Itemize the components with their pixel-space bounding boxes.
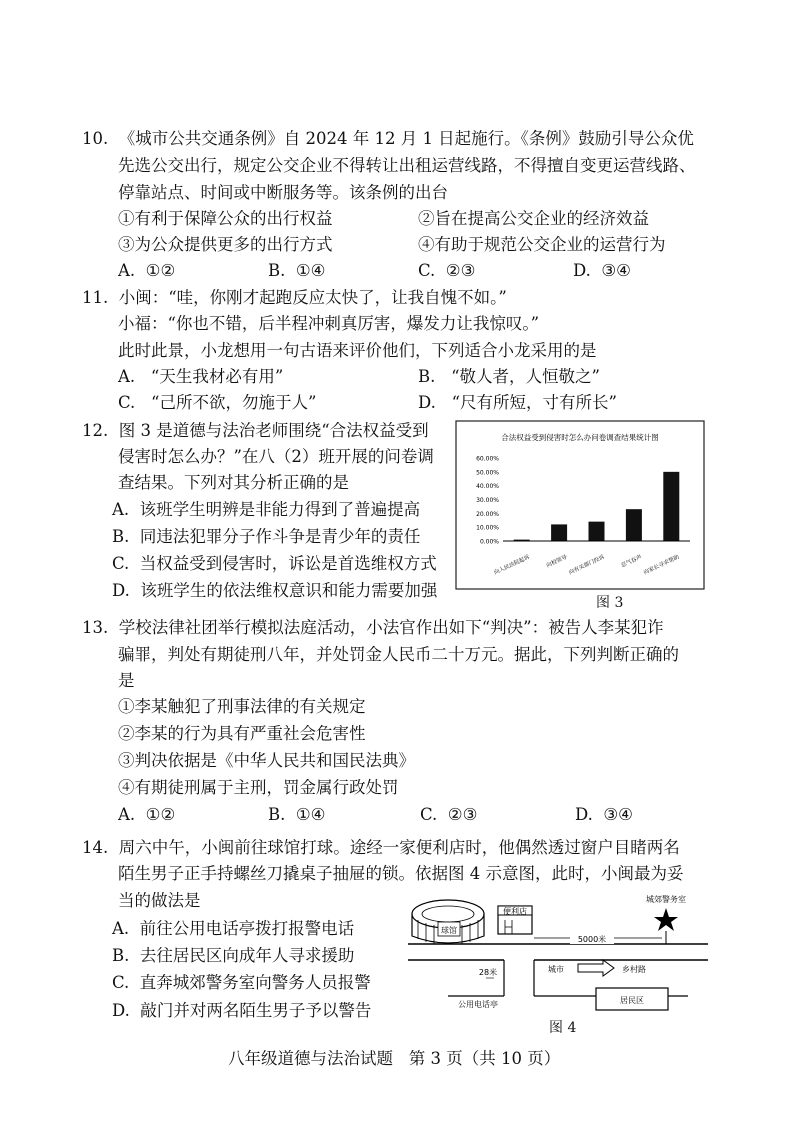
q11-option-b[interactable]: B. “敬人者，人恒敬之”: [418, 367, 600, 386]
q10-line-2: 先选公交出行，规定公交企业不得转让出租运营线路，不得擅自变更运营线路、: [118, 156, 696, 175]
q12-line-2: 侵害时怎么办？”在八（2）班开展的问卷调: [118, 447, 434, 466]
q12-option-c[interactable]: C. 当权益受到侵害时，诉讼是首选维权方式: [112, 554, 437, 573]
q12-option-a[interactable]: A. 该班学生明辨是非能力得到了普遍提高: [112, 500, 421, 519]
chart-category-label: 向校领导: [545, 554, 569, 570]
page-footer: 八年级道德与法治试题 第 3 页（共 10 页）: [228, 1049, 561, 1068]
distance-short-label: 28米: [478, 968, 498, 977]
q13-option-a[interactable]: A. ①②: [118, 805, 176, 824]
q13-line-1: 13. 学校法律社团举行模拟法庭活动，小法官作出如下“判决”：被告人李某犯诈: [82, 618, 664, 637]
chart-ytick-label: 0.00%: [479, 538, 499, 546]
q10-line-3: 停靠站点、时间或中断服务等。该条例的出台: [118, 183, 448, 202]
q11-option-d[interactable]: D. “尺有所短，寸有所长”: [418, 393, 617, 412]
chart-title: 合法权益受到侵害时怎么办问卷调查结果统计图: [501, 433, 659, 442]
q13-option-d[interactable]: D. ③④: [575, 805, 633, 824]
q13-option-c[interactable]: C. ②③: [420, 805, 478, 824]
q10-line-1: 10. 《城市公共交通条例》自 2024 年 12 月 1 日起施行。《条例》鼓励引导公众优: [82, 129, 694, 148]
chart-ytick-label: 40.00%: [476, 483, 499, 491]
chart-ytick-label: 60.00%: [476, 455, 499, 463]
q10-stmt-3: ③为公众提供更多的出行方式: [118, 235, 333, 254]
store-label: 便利店: [503, 907, 527, 916]
chart-ytick-label: 10.00%: [476, 524, 499, 532]
q10-stmt-2: ②旨在提高公交企业的经济效益: [418, 209, 649, 228]
village-road-label: 乡村路: [622, 965, 646, 974]
q10-option-a[interactable]: A. ①②: [118, 261, 176, 280]
residential-label: 居民区: [620, 996, 644, 1005]
distance-long-label: 5000米: [577, 935, 607, 944]
q13-stmt-3: ③判决依据是《中华人民共和国民法典》: [118, 751, 415, 770]
q12-line-1: 12. 图 3 是道德与法治老师围绕“合法权益受到: [82, 421, 429, 440]
q12-line-3: 查结果。下列对其分析正确的是: [118, 473, 349, 492]
figure-4-caption: 图 4: [549, 1020, 577, 1036]
q13-line-3: 是: [118, 671, 135, 690]
q11-line-2: 小福：“你也不错，后半程冲刺真厉害，爆发力让我惊叹。”: [118, 314, 540, 333]
q12-option-b[interactable]: B. 同违法犯罪分子作斗争是青少年的责任: [112, 527, 421, 546]
chart-bar: [626, 509, 642, 541]
chart-ytick-label: 20.00%: [476, 510, 499, 518]
chart-ytick-label: 50.00%: [476, 469, 499, 477]
figure-3-chart: [455, 420, 705, 590]
chart-bar: [663, 472, 679, 541]
q10-option-d[interactable]: D. ③④: [573, 261, 631, 280]
q11-line-1: 11. 小闽：“哇，你刚才起跑反应太快了，让我自愧不如。”: [82, 288, 507, 307]
q10-option-c[interactable]: C. ②③: [418, 261, 476, 280]
q11-line-3: 此时此景，小龙想用一句古语来评价他们，下列适合小龙采用的是: [118, 341, 597, 360]
stadium-icon: [412, 900, 484, 944]
chart-bar: [551, 524, 567, 541]
figure-3-caption: 图 3: [596, 595, 624, 611]
stadium-label: 球馆: [441, 926, 457, 935]
city-label: 城市: [548, 965, 564, 974]
chart-category-label: 向家长寻求帮助: [642, 554, 681, 577]
q14-line-1: 14. 周六中午，小闽前往球馆打球。途经一家便利店时，他偶然透过窗户目睹两名: [82, 838, 680, 857]
q10-stmt-4: ④有助于规范公交企业的运营行为: [418, 235, 666, 254]
q13-stmt-2: ②李某的行为具有严重社会危害性: [118, 724, 366, 743]
q14-option-a[interactable]: A. 前往公用电话亭拨打报警电话: [112, 919, 355, 938]
chart-category-label: 向人民法院起诉: [493, 554, 531, 577]
q11-option-c[interactable]: C. “己所不欲，勿施于人”: [118, 393, 317, 412]
side-road: [504, 960, 534, 996]
q10-option-b[interactable]: B. ①④: [268, 261, 326, 280]
chart-category-label: 忍气吞声: [620, 554, 643, 570]
chart-ytick-label: 30.00%: [476, 497, 499, 504]
q13-stmt-4: ④有期徒刑属于主刑，罚金属行政处罚: [118, 778, 399, 797]
q14-option-c[interactable]: C. 直奔城郊警务室向警务人员报警: [112, 973, 371, 992]
phone-booth-label: 公用电话亭: [458, 1000, 498, 1009]
q12-option-d[interactable]: D. 该班学生的依法维权意识和能力需要加强: [112, 581, 438, 600]
q14-option-b[interactable]: B. 去往居民区向成年人寻求援助: [112, 946, 355, 965]
figure-4-map: [408, 892, 713, 1017]
q10-stmt-1: ①有利于保障公众的出行权益: [118, 209, 333, 228]
q13-stmt-1: ①李某触犯了刑事法律的有关规定: [118, 697, 366, 716]
direction-arrow-icon: [578, 960, 614, 976]
star-icon: [654, 908, 678, 931]
police-station-label: 城郊警务室: [646, 895, 686, 904]
q14-option-d[interactable]: D. 敲门并对两名陌生男子予以警告: [112, 1001, 372, 1020]
chart-category-label: 向有关部门投诉: [568, 554, 606, 577]
q13-line-2: 骗罪，判处有期徒刑八年，并处罚金人民币二十万元。据此，下列判断正确的: [118, 645, 679, 664]
q13-option-b[interactable]: B. ①④: [268, 805, 326, 824]
chart-bar: [589, 522, 605, 541]
q11-option-a[interactable]: A. “天生我材必有用”: [118, 367, 284, 386]
q14-line-3: 当的做法是: [118, 891, 201, 910]
q14-line-2: 陌生男子正手持螺丝刀撬桌子抽屉的锁。依据图 4 示意图，此时，小闽最为妥: [118, 864, 684, 883]
